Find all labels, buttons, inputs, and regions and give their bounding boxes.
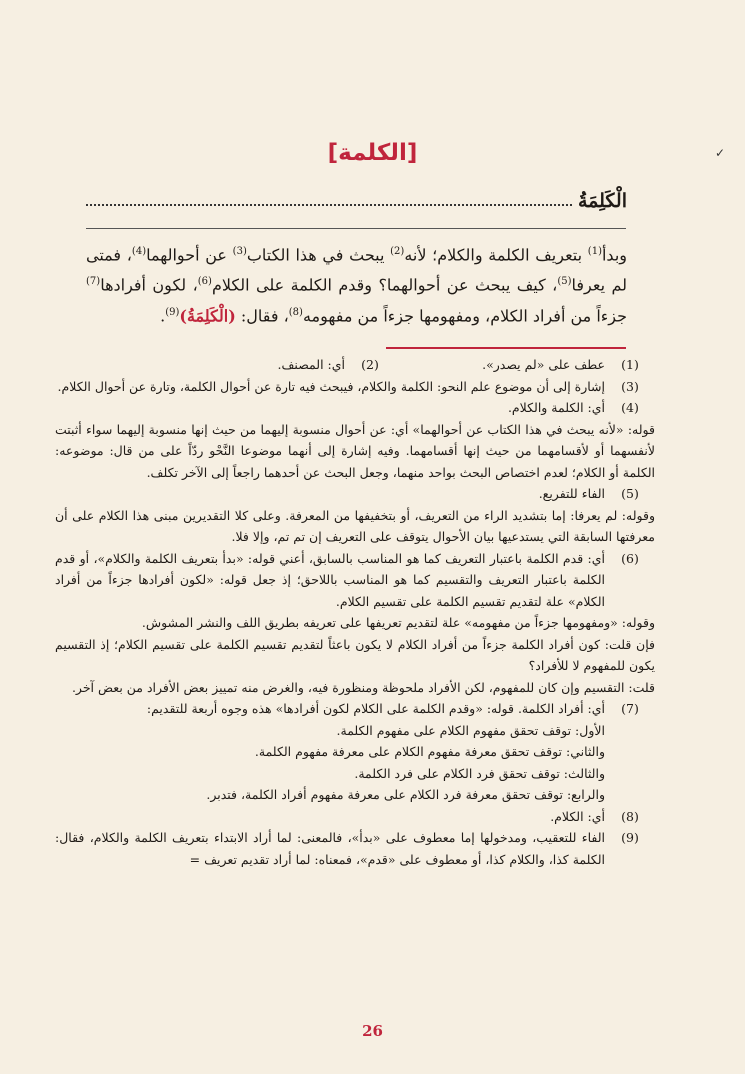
footnote-number: (6) bbox=[621, 550, 639, 566]
footnote-ref: (4) bbox=[131, 246, 147, 257]
footnote bbox=[55, 376, 655, 398]
footnote-ref: (6) bbox=[197, 276, 212, 288]
footnote-text: الفاء للتعقيب، ومدخولها إما معطوف على «بدأ»، فالمعنى: لما أراد الابتداء بتعريف الكلمة والكلام، فقال: الكلمة كذا، والكلام كذا، أو معطوف على «قدم»، فمعناه: لما أراد تقديم تعريف = bbox=[55, 830, 605, 867]
matn-word: الْكَلِمَةُ bbox=[577, 190, 627, 212]
sharh-text: عن أحوالهما bbox=[146, 245, 233, 265]
sharh-paragraph bbox=[86, 238, 627, 329]
footnote-text: أي: الكلمة والكلام. bbox=[507, 400, 605, 415]
footnote-continuation: والثاني: توقف تحقق معرفة مفهوم الكلام على معرفة مفهوم الكلمة. bbox=[254, 744, 605, 759]
matn-dotted-leader bbox=[86, 204, 572, 206]
chapter-title: [الكلمة] bbox=[327, 140, 418, 166]
footnote-continuation: والثالث: توقف تحقق فرد الكلام على فرد الكلمة. bbox=[354, 765, 605, 781]
footnote-continuation: الأول: توقف تحقق مفهوم الكلام على مفهوم الكلمة. bbox=[336, 722, 605, 738]
footnote bbox=[55, 698, 655, 720]
footnote bbox=[55, 827, 655, 870]
footnote-continuation: والرابع: توقف تحقق معرفة فرد الكلام على معرفة مفهوم أفراد الكلمة، فتدبر. bbox=[206, 787, 605, 802]
matn-divider bbox=[86, 228, 626, 229]
footnote-number: (4) bbox=[621, 400, 639, 415]
footnote-text: أي: المصنف. bbox=[277, 357, 345, 372]
footnote-number: (8) bbox=[621, 808, 639, 824]
footnote-ref: (8) bbox=[288, 306, 303, 318]
footnote-text: أي: أفراد الكلمة. قوله: «وقدم الكلمة على الكلام لكون أفرادها» هذه وجوه أربعة للتقديم: bbox=[146, 701, 605, 716]
footnote-ref: (3) bbox=[232, 246, 247, 257]
sharh-text: جزءاً من أفراد الكلام، ومفهومها جزءاً من مفهومه bbox=[302, 305, 627, 325]
sharh-text: ، فمتى لم يعرفا bbox=[86, 245, 627, 295]
footnote-continuation: قلت: التقسيم وإن كان للمفهوم، لكن الأفراد ملحوظة ومنظورة فيه، والغرض منه تمييز بعض الأفراد من بعض آخر. bbox=[71, 679, 655, 695]
footnote-text: أي: قدم الكلمة باعتبار التعريف كما هو المناسب بالسابق، أعني قوله: «بدأ بتعريف الكلمة والكلام»، أو قدم الكلمة باعتبار التعريف والتقسيم كما هو المناسب باللاحق؛ إذ جعل قوله: «لكون أفرادها جزءاً من أفراد الكلام» علة لتقديم تقسيم الكلمة على تقسيم الكلام. bbox=[55, 550, 605, 609]
margin-check-mark: ✓ bbox=[715, 146, 726, 160]
footnote-continuation: قوله: «لأنه يبحث في هذا الكتاب عن أحوالهما» أي: عن أحوال منسوبة إليهما من حيث إنها منسوبة إليهما سواء أثبتت لأنفسهما أو لأقسامهما من حيث إنها أقسامهما. وفيه إشارة إلى أنهما موضوعا النَّحْو ردّاً على من قال: موضوعه: الكلمة أو الكلام؛ لعدم اختصاص البحث بواحد منهما، وجعل البحث عن أحدهما راجعاً إلى الآخر تكلف. bbox=[55, 421, 655, 480]
footnote-number: (3) bbox=[621, 378, 639, 394]
sharh-text: ، كيف يبحث عن أحوالهما؟ وقدم الكلمة على الكلام bbox=[211, 275, 558, 295]
sharh-text: ، لكون أفرادها bbox=[100, 275, 198, 295]
footnote-continuation: وقوله: لم يعرفا: إما بتشديد الراء من التعريف، أو بتخفيفها من المعرفة. وعلى كلا التقديرين مبنى هذا الكلام على أن معرفتها السابقة التي يستدعيها بيان الأحوال يتوقف على التعريف إن تم تم، وإلا فلا. bbox=[55, 507, 655, 544]
sharh-text: بتعريف الكلمة والكلام؛ لأنه bbox=[404, 245, 588, 265]
footnote-number: (9) bbox=[621, 830, 639, 845]
footnote-continuation: وقوله: «ومفهومها جزءاً من مفهومه» علة لتقديم تعريفها على تعريفه بطريق اللف والنشر المشوش. bbox=[141, 615, 655, 630]
matn-line bbox=[86, 190, 627, 212]
footnote-text: إشارة إلى أن موضوع علم النحو: الكلمة والكلام، فيبحث فيه تارة عن أحوال الكلمة، وتارة عن أحوال الكلام. bbox=[57, 378, 605, 394]
sharh-text: وبدأ bbox=[601, 245, 628, 265]
sharh-text: ، فقال: bbox=[235, 305, 289, 325]
footnote-number: (1) bbox=[621, 357, 639, 372]
sharh-text: يبحث في هذا الكتاب bbox=[246, 245, 391, 265]
footnote-ref: (1) bbox=[587, 246, 602, 257]
footnote-ref: (9) bbox=[165, 306, 180, 318]
footnote bbox=[55, 397, 655, 419]
footnote-ref: (7) bbox=[86, 276, 101, 288]
footnote-separator bbox=[386, 347, 626, 349]
footnote-number: (7) bbox=[621, 701, 639, 716]
footnote-continuation: فإن قلت: كون أفراد الكلمة جزءاً من أفراد الكلام لا يكون باعثاً لتقديم تقسيم الكلمة على تقسيم الكلام؛ إذ التقسيم يكون للمفهوم لا للأفراد؟ bbox=[55, 636, 655, 673]
footnote bbox=[55, 806, 655, 828]
footnote-pair bbox=[55, 354, 655, 376]
footnote-ref: (2) bbox=[390, 246, 405, 257]
page-number: 26 bbox=[362, 1022, 383, 1040]
footnote bbox=[55, 483, 655, 505]
sharh-text: . bbox=[160, 305, 166, 325]
footnotes bbox=[55, 354, 655, 870]
footnote-text: الفاء للتفريع. bbox=[538, 486, 605, 501]
footnote-text: عطف على «لم يصدر». bbox=[482, 357, 605, 372]
matn-quote: (الْكَلِمَةُ) bbox=[179, 305, 236, 325]
footnote-text: أي: الكلام. bbox=[550, 808, 605, 824]
footnote-number: (2) bbox=[361, 357, 379, 372]
footnote-number: (5) bbox=[621, 486, 639, 501]
footnote-ref: (5) bbox=[557, 276, 572, 288]
footnote bbox=[55, 548, 655, 613]
